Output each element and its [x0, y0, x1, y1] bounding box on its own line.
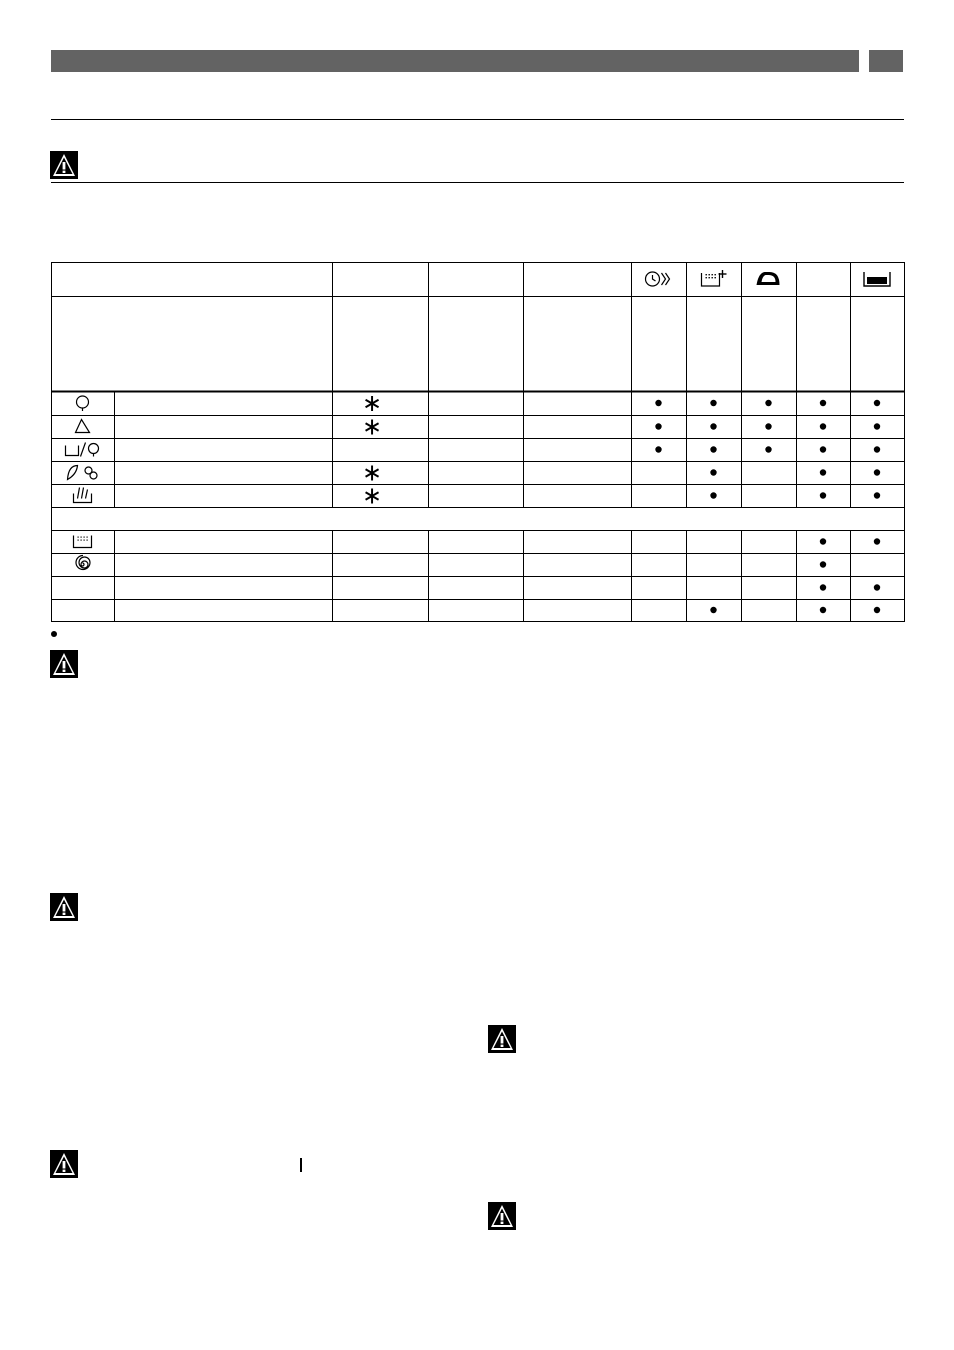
header-bar	[51, 50, 859, 72]
option-available-dot	[765, 446, 771, 452]
option-available-dot	[820, 469, 826, 475]
warning-triangle-icon	[50, 650, 78, 678]
suitability-asterisk: ∗	[361, 412, 383, 441]
cotton-flower-icon	[77, 396, 89, 411]
option-available-dot	[765, 400, 771, 406]
text-marker	[300, 1158, 302, 1172]
programme-table-grid	[51, 262, 905, 622]
option-available-dot	[874, 492, 880, 498]
option-available-dot	[820, 607, 826, 613]
warning-triangle-icon	[50, 893, 78, 921]
top-divider	[51, 119, 904, 120]
page-number-tab	[869, 50, 903, 72]
extra-rinse-icon	[702, 270, 727, 286]
table-border	[52, 263, 905, 622]
option-available-dot	[820, 423, 826, 429]
option-available-dot	[874, 538, 880, 544]
suitability-asterisk: ∗	[361, 458, 383, 487]
option-available-dot	[765, 423, 771, 429]
time-saver-icon	[646, 272, 670, 286]
mixed-basin-cotton-icon	[66, 443, 99, 457]
option-available-dot	[820, 400, 826, 406]
delicates-feather-icon	[68, 466, 98, 480]
option-available-dot	[655, 423, 661, 429]
option-available-dot	[655, 446, 661, 452]
option-available-dot	[820, 561, 826, 567]
handwash-icon	[74, 488, 92, 503]
option-available-dot	[874, 400, 880, 406]
option-available-dot	[820, 446, 826, 452]
suitability-asterisk: ∗	[361, 389, 383, 417]
option-available-dot	[874, 469, 880, 475]
option-available-dot	[710, 400, 716, 406]
warning-triangle-icon	[488, 1202, 516, 1230]
option-available-dot	[710, 492, 716, 498]
option-available-dot	[655, 400, 661, 406]
warning-triangle-icon	[50, 1150, 78, 1178]
programme-options-table	[51, 262, 905, 622]
spin-spiral-icon	[76, 556, 90, 570]
footnote-bullet	[51, 631, 57, 637]
warning-triangle-icon	[50, 151, 78, 179]
option-available-dot	[710, 607, 716, 613]
option-available-dot	[874, 423, 880, 429]
warning-triangle-icon	[488, 1025, 516, 1053]
rinse-icon	[74, 536, 92, 548]
prewash-basin-icon	[864, 272, 890, 286]
option-available-dot	[710, 423, 716, 429]
option-available-dot	[820, 584, 826, 590]
option-available-dot	[874, 584, 880, 590]
option-available-dot	[710, 446, 716, 452]
option-available-dot	[874, 446, 880, 452]
option-available-dot	[710, 469, 716, 475]
warning-divider	[51, 182, 904, 183]
synthetics-triangle-icon	[76, 420, 90, 433]
option-available-dot	[874, 607, 880, 613]
option-available-dot	[820, 492, 826, 498]
easy-iron-icon	[757, 272, 780, 285]
option-available-dot	[820, 538, 826, 544]
suitability-asterisk: ∗	[361, 481, 383, 510]
